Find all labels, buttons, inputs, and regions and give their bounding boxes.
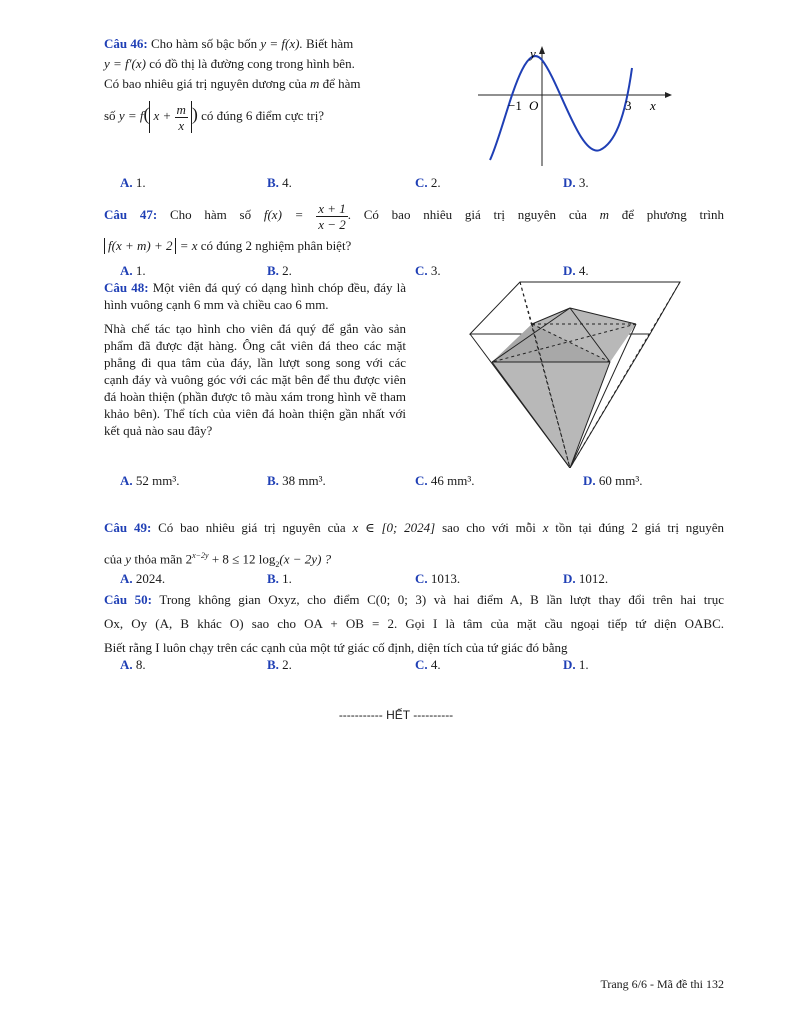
q46-line-2: y = f′(x) có đồ thị là đường cong trong hình bên. [104,56,355,71]
q50-option-d[interactable]: D. 1. [563,657,589,672]
q47-option-a[interactable]: A. 1. [120,263,146,278]
q47-option-b[interactable]: B. 2. [267,263,292,278]
q48-label: Câu 48: [104,280,149,295]
q48-option-a[interactable]: A. 52 mm³. [120,473,180,488]
q46-label: Câu 46: [104,36,148,51]
q48-option-d[interactable]: D. 60 mm³. [583,473,643,488]
q50-line-3: Biết rằng I luôn chạy trên các cạnh của một tứ giác cố định, diện tích của tứ giác đó bằng [104,640,568,655]
q48-pyramid-figure [462,278,684,468]
q48-paragraph-2: Nhà chế tác tạo hình cho viên đá quý để gắn vào sản phẩm đã được đặt hàng. Ông cắt viên đá theo các mặt phẳng đi qua tâm của đáy, lần lượt song song với các cạnh đáy và vuông góc với các mặt bên để thu được viên đá hoàn thiện (phần được tô màu xám trong hình vẽ tham khảo bên). Thể tích của viên đá hoàn thiện gần nhất với kết quả nào sau đây? [104,321,406,438]
q49-line-1: Câu 49: Có bao nhiêu giá trị nguyên của x ∈ [0; 2024] sao cho với mỗi x tồn tại đúng 2 giá trị nguyên [104,520,725,535]
q46-line-4: số y = f( x + $\frac{m}{x}$ ) có đúng 6 điểm cực trị? [104,101,325,133]
graph-three-label: 3 [625,98,632,113]
q48-option-c[interactable]: C. 46 mm³. [415,473,475,488]
q46-option-c[interactable]: C. 2. [415,175,441,190]
q50-option-b[interactable]: B. 2. [267,657,292,672]
q46-option-b[interactable]: B. 4. [267,175,292,190]
q47-option-d[interactable]: D. 4. [563,263,589,278]
page-footer: Trang 6/6 - Mã đề thi 132 [600,977,724,991]
q47-option-c[interactable]: C. 3. [415,263,441,278]
q47-line-2: f(x + m) + 2 = x có đúng 2 nghiệm phân biệt? [104,238,351,254]
graph-x-label: x [650,98,656,113]
q46-derivative-graph [470,38,680,168]
gem-shaded-body [492,308,636,468]
q46-line-3: Có bao nhiêu giá trị nguyên dương của m để hàm [104,76,361,91]
q47-label: Câu 47: [104,207,158,222]
q50-line-2: Ox, Oy (A, B khác O) sao cho OA + OB = 2. Gọi I là tâm của mặt cầu ngoại tiếp tứ diện OABC. [104,616,724,631]
q49-option-a[interactable]: A. 2024. [120,571,166,586]
q46-option-d[interactable]: D. 3. [563,175,589,190]
q47-line-1: Câu 47: Cho hàm số f(x) = $\frac{x + 1}{x - 2}$ . Có bao nhiêu giá trị nguyên của m để phương trình [104,200,725,232]
q48-option-b[interactable]: B. 38 mm³. [267,473,326,488]
q48-paragraph-1: Câu 48: Một viên đá quý có dạng hình chóp đều, đáy là hình vuông cạnh 6 mm và chiều cao 6 mm. [104,280,407,312]
q50-label: Câu 50: [104,592,153,607]
q50-option-a[interactable]: A. 8. [120,657,146,672]
q50-option-c[interactable]: C. 4. [415,657,441,672]
y-axis-arrow-icon [539,46,545,54]
q49-option-b[interactable]: B. 1. [267,571,292,586]
x-axis-arrow-icon [665,92,672,98]
graph-neg1-label: −1 [508,98,522,113]
end-marker: ----------- HẾT ---------- [338,708,454,722]
q49-label: Câu 49: [104,520,152,535]
q46-line-1: Câu 46: Cho hàm số bậc bốn y = f(x). Biết hàm [104,36,354,51]
q49-option-c[interactable]: C. 1013. [415,571,461,586]
q47-fraction: $\frac{x + 1}{x - 2}$ [318,200,346,232]
q46-fraction: $\frac{m}{x}$ [176,101,186,133]
q46-option-a[interactable]: A. 1. [120,175,146,190]
q49-option-d[interactable]: D. 1012. [563,571,609,586]
graph-origin-label: O [529,98,539,113]
q50-line-1: Câu 50: Trong không gian Oxyz, cho điểm C(0; 0; 3) và hai điểm A, B lần lượt thay đổi trên hai trục [104,592,725,607]
graph-y-label: y [530,46,536,61]
q49-line-2: của y thỏa mãn $2^{x-2y} + 8 \le 12$ $\log_2(x - 2y)$ ? [104,551,332,569]
